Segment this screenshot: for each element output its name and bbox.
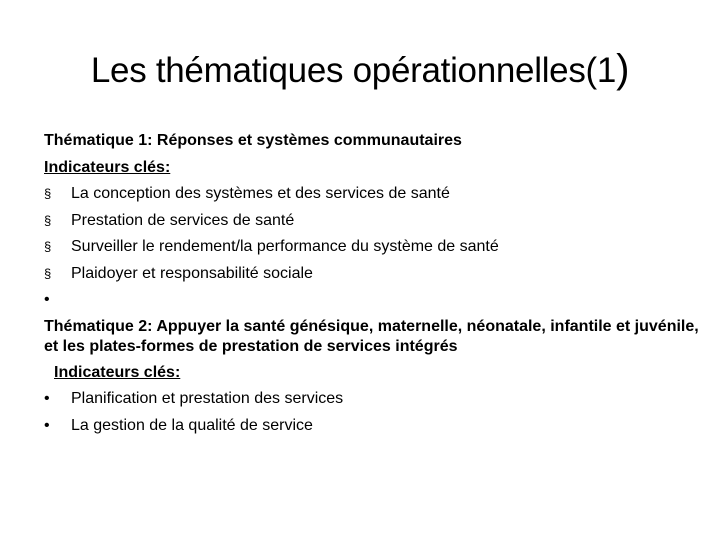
list-item-text: Planification et prestation des services <box>71 390 344 407</box>
square-bullet-icon: § <box>44 265 52 281</box>
section2-indicators-label: Indicateurs clés: <box>54 363 181 381</box>
list-item-text: La gestion de la qualité de service <box>71 416 313 434</box>
list-item-text: Prestation de services de santé <box>71 211 295 229</box>
list-item <box>44 413 704 440</box>
list-item-text: Plaidoyer et responsabilité sociale <box>71 264 313 282</box>
square-bullet-icon: § <box>44 239 52 254</box>
square-bullet-icon: § <box>44 212 52 228</box>
section2-heading: Thématique 2: Appuyer la santé génésique, maternelle, néonatale, infantile et juvénile, et les plates-formes de prestation de services intégrés <box>44 317 699 355</box>
list-item <box>44 234 704 261</box>
section1-indicators-label: Indicateurs clés: <box>44 158 171 176</box>
dot-bullet-icon: • <box>44 390 50 407</box>
dot-bullet-icon: • <box>44 291 50 308</box>
list-item <box>44 208 704 235</box>
list-item-text: La conception des systèmes et des services de santé <box>71 185 450 202</box>
section1-heading: Thématique 1: Réponses et systèmes communautaires <box>44 132 462 149</box>
square-bullet-icon: § <box>44 186 52 201</box>
slide-title <box>0 44 720 96</box>
dot-bullet-icon: • <box>44 416 50 434</box>
slide-title-text: Les thématiques opérationnelles(1 <box>90 51 617 90</box>
list-item <box>44 261 704 288</box>
slide-body <box>44 128 704 439</box>
list-item-text: Surveiller le rendement/la performance du système de santé <box>71 238 499 255</box>
empty-list-item <box>44 287 704 314</box>
slide-title-paren: ) <box>616 47 630 91</box>
list-item <box>44 181 704 208</box>
list-item <box>44 386 704 413</box>
